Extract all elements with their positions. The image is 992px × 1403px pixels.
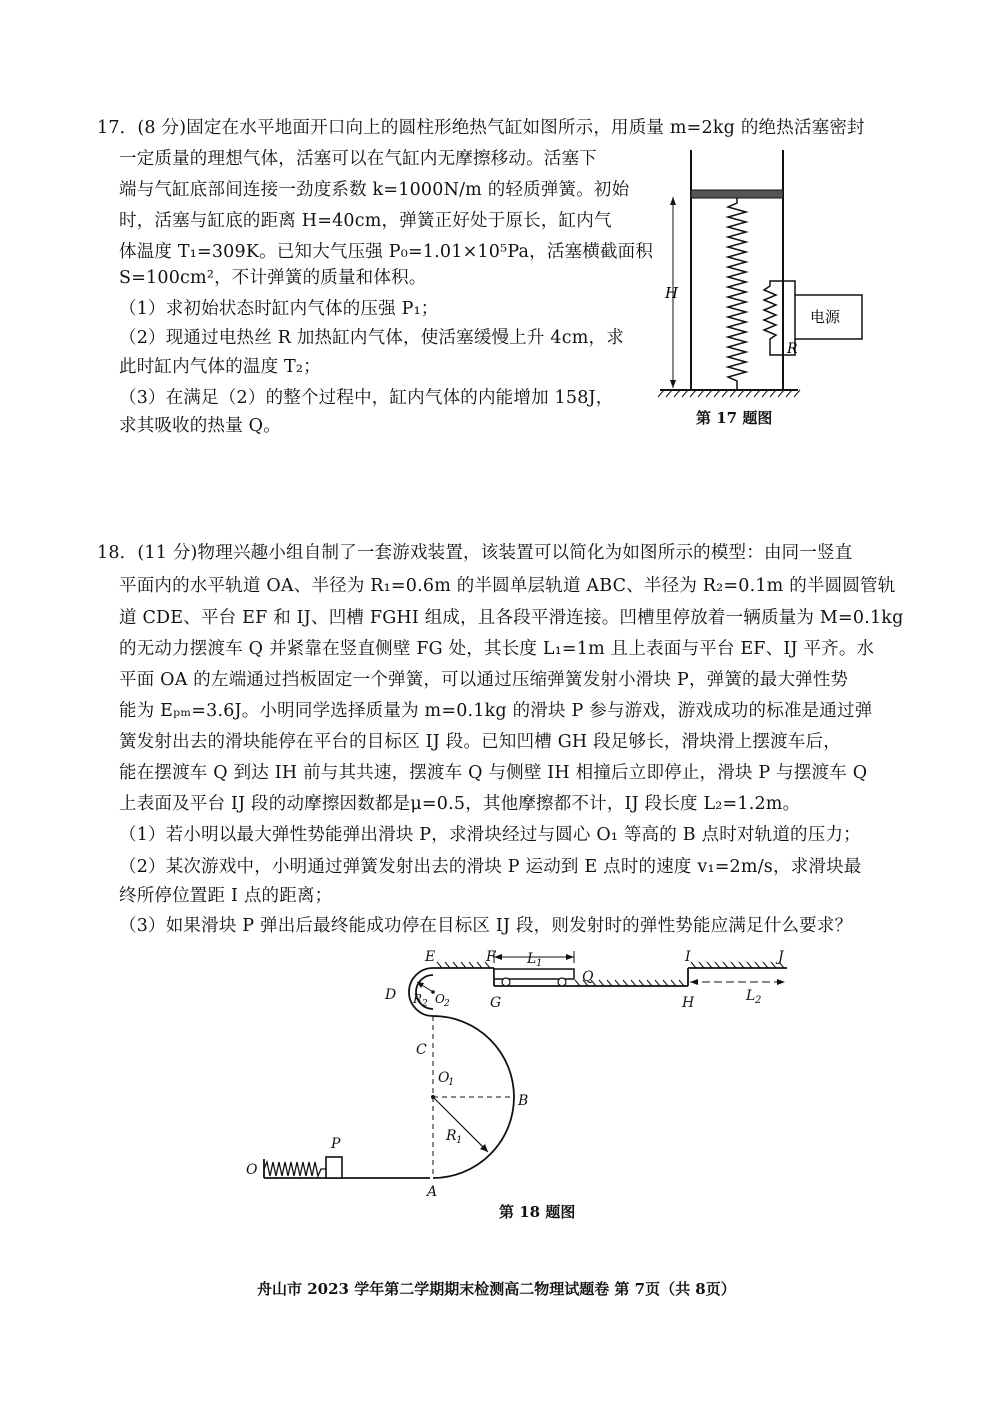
- q17-line-8: （2）现通过电热丝 R 加热缸内气体，使活塞缓慢上升 4cm，求: [119, 328, 624, 348]
- label-R1-sub: 1: [456, 1135, 463, 1146]
- label-A: A: [427, 1184, 438, 1200]
- q17-line-9: 此时缸内气体的温度 T₂；: [119, 357, 321, 377]
- label-O2: O: [435, 992, 445, 1006]
- label-L1-sub: 1: [536, 958, 543, 969]
- figure-18-track: [230, 945, 810, 1200]
- label-P: P: [331, 1136, 341, 1152]
- label-I: I: [685, 949, 691, 965]
- label-L2-sub: 2: [755, 995, 762, 1006]
- q17-line-3: 端与气缸底部间连接一劲度系数 k=1000N/m 的轻质弹簧。初始: [119, 180, 630, 200]
- q17-line-4: 时，活塞与缸底的距离 H=40cm，弹簧正好处于原长，缸内气: [119, 211, 612, 231]
- q18-line-10: （1）若小明以最大弹性势能弹出滑块 P，求滑块经过与圆心 O₁ 等高的 B 点时对轨道的压力；: [119, 825, 861, 845]
- label-C: C: [416, 1042, 427, 1058]
- label-R2-sub: 2: [422, 999, 428, 1009]
- label-D: D: [385, 987, 397, 1003]
- power-label: 电源: [810, 308, 841, 326]
- label-H: H: [665, 284, 679, 302]
- q18-line-3: 道 CDE、平台 EF 和 IJ、凹槽 FGHI 组成，且各段平滑连接。凹槽里停放着一辆质量为 M=0.1kg: [119, 608, 904, 628]
- q18-line-8: 能在摆渡车 Q 到达 IH 前与其共速，摆渡车 Q 与侧壁 IH 相撞后立即停止，滑块 P 与摆渡车 Q: [119, 763, 868, 783]
- figure-17-caption: 第 17 题图: [696, 409, 773, 427]
- label-R: R: [787, 341, 798, 357]
- label-L1: L: [527, 951, 537, 967]
- label-E: E: [425, 949, 436, 965]
- label-O2-sub: 2: [444, 999, 450, 1009]
- label-H: H: [682, 995, 695, 1011]
- q18-line-2: 平面内的水平轨道 OA、半径为 R₁=0.6m 的半圆单层轨道 ABC、半径为 R₂=0.1m 的半圆圆管轨: [119, 576, 896, 596]
- label-R2: R: [413, 992, 423, 1006]
- q17-line-2: 一定质量的理想气体，活塞可以在气缸内无摩擦移动。活塞下: [119, 149, 597, 169]
- figure-17-cylinder: [650, 145, 890, 405]
- label-J: J: [778, 949, 784, 965]
- q18-line-9: 上表面及平台 IJ 段的动摩擦因数都是μ=0.5，其他摩擦都不计，IJ 段长度 L₂=1.2m。: [119, 794, 801, 814]
- q17-line-6: S=100cm²，不计弹簧的质量和体积。: [119, 268, 427, 288]
- label-R1: R: [446, 1128, 457, 1144]
- figure-18-caption: 第 18 题图: [499, 1203, 576, 1221]
- q18-line-12: 终所停位置距 I 点的距离；: [119, 886, 333, 906]
- q18-line-6: 能为 Eₚₘ=3.6J。小明同学选择质量为 m=0.1kg 的滑块 P 参与游戏，游戏成功的标准是通过弹: [119, 701, 873, 721]
- label-Q: Q: [582, 969, 594, 985]
- q17-line-11: 求其吸收的热量 Q。: [119, 416, 281, 436]
- label-O1-sub: 1: [448, 1077, 455, 1088]
- q18-line-5: 平面 OA 的左端通过挡板固定一个弹簧，可以通过压缩弹簧发射小滑块 P，弹簧的最大弹性势: [119, 670, 849, 690]
- page-footer: 舟山市 2023 学年第二学期期末检测高二物理试题卷 第 7页（共 8页）: [257, 1280, 736, 1298]
- q17-line-10: （3）在满足（2）的整个过程中，缸内气体的内能增加 158J，: [119, 388, 614, 408]
- q18-line-1: 18．(11 分)物理兴趣小组自制了一套游戏装置，该装置可以简化为如图所示的模型：由同一竖直: [97, 543, 853, 563]
- q18-line-11: （2）某次游戏中，小明通过弹簧发射出去的滑块 P 运动到 E 点时的速度 v₁=2m/s，求滑块最: [119, 857, 862, 877]
- label-G: G: [490, 995, 502, 1011]
- q17-line-1: 17．(8 分)固定在水平地面开口向上的圆柱形绝热气缸如图所示，用质量 m=2kg 的绝热活塞密封: [97, 118, 865, 138]
- q18-line-4: 的无动力摆渡车 Q 并紧靠在竖直侧壁 FG 处，其长度 L₁=1m 且上表面与平台 EF、IJ 平齐。水: [119, 639, 875, 659]
- label-F: F: [486, 949, 496, 965]
- label-L2: L: [746, 988, 756, 1004]
- label-O: O: [246, 1162, 258, 1178]
- q17-line-5: 体温度 T₁=309K。已知大气压强 P₀=1.01×10⁵Pa，活塞横截面积: [119, 242, 654, 262]
- q17-line-7: （1）求初始状态时缸内气体的压强 P₁；: [119, 299, 439, 319]
- piston: [691, 190, 783, 198]
- label-O1: O: [438, 1070, 450, 1086]
- label-B: B: [518, 1093, 529, 1109]
- q18-line-13: （3）如果滑块 P 弹出后最终能成功停在目标区 IJ 段，则发射时的弹性势能应满足什么要求？: [119, 916, 853, 936]
- q18-line-7: 簧发射出去的滑块能停在平台的目标区 IJ 段。已知凹槽 GH 段足够长，滑块滑上摆渡车后，: [119, 732, 841, 752]
- spring-17: [728, 198, 746, 390]
- block-P: [326, 1157, 342, 1178]
